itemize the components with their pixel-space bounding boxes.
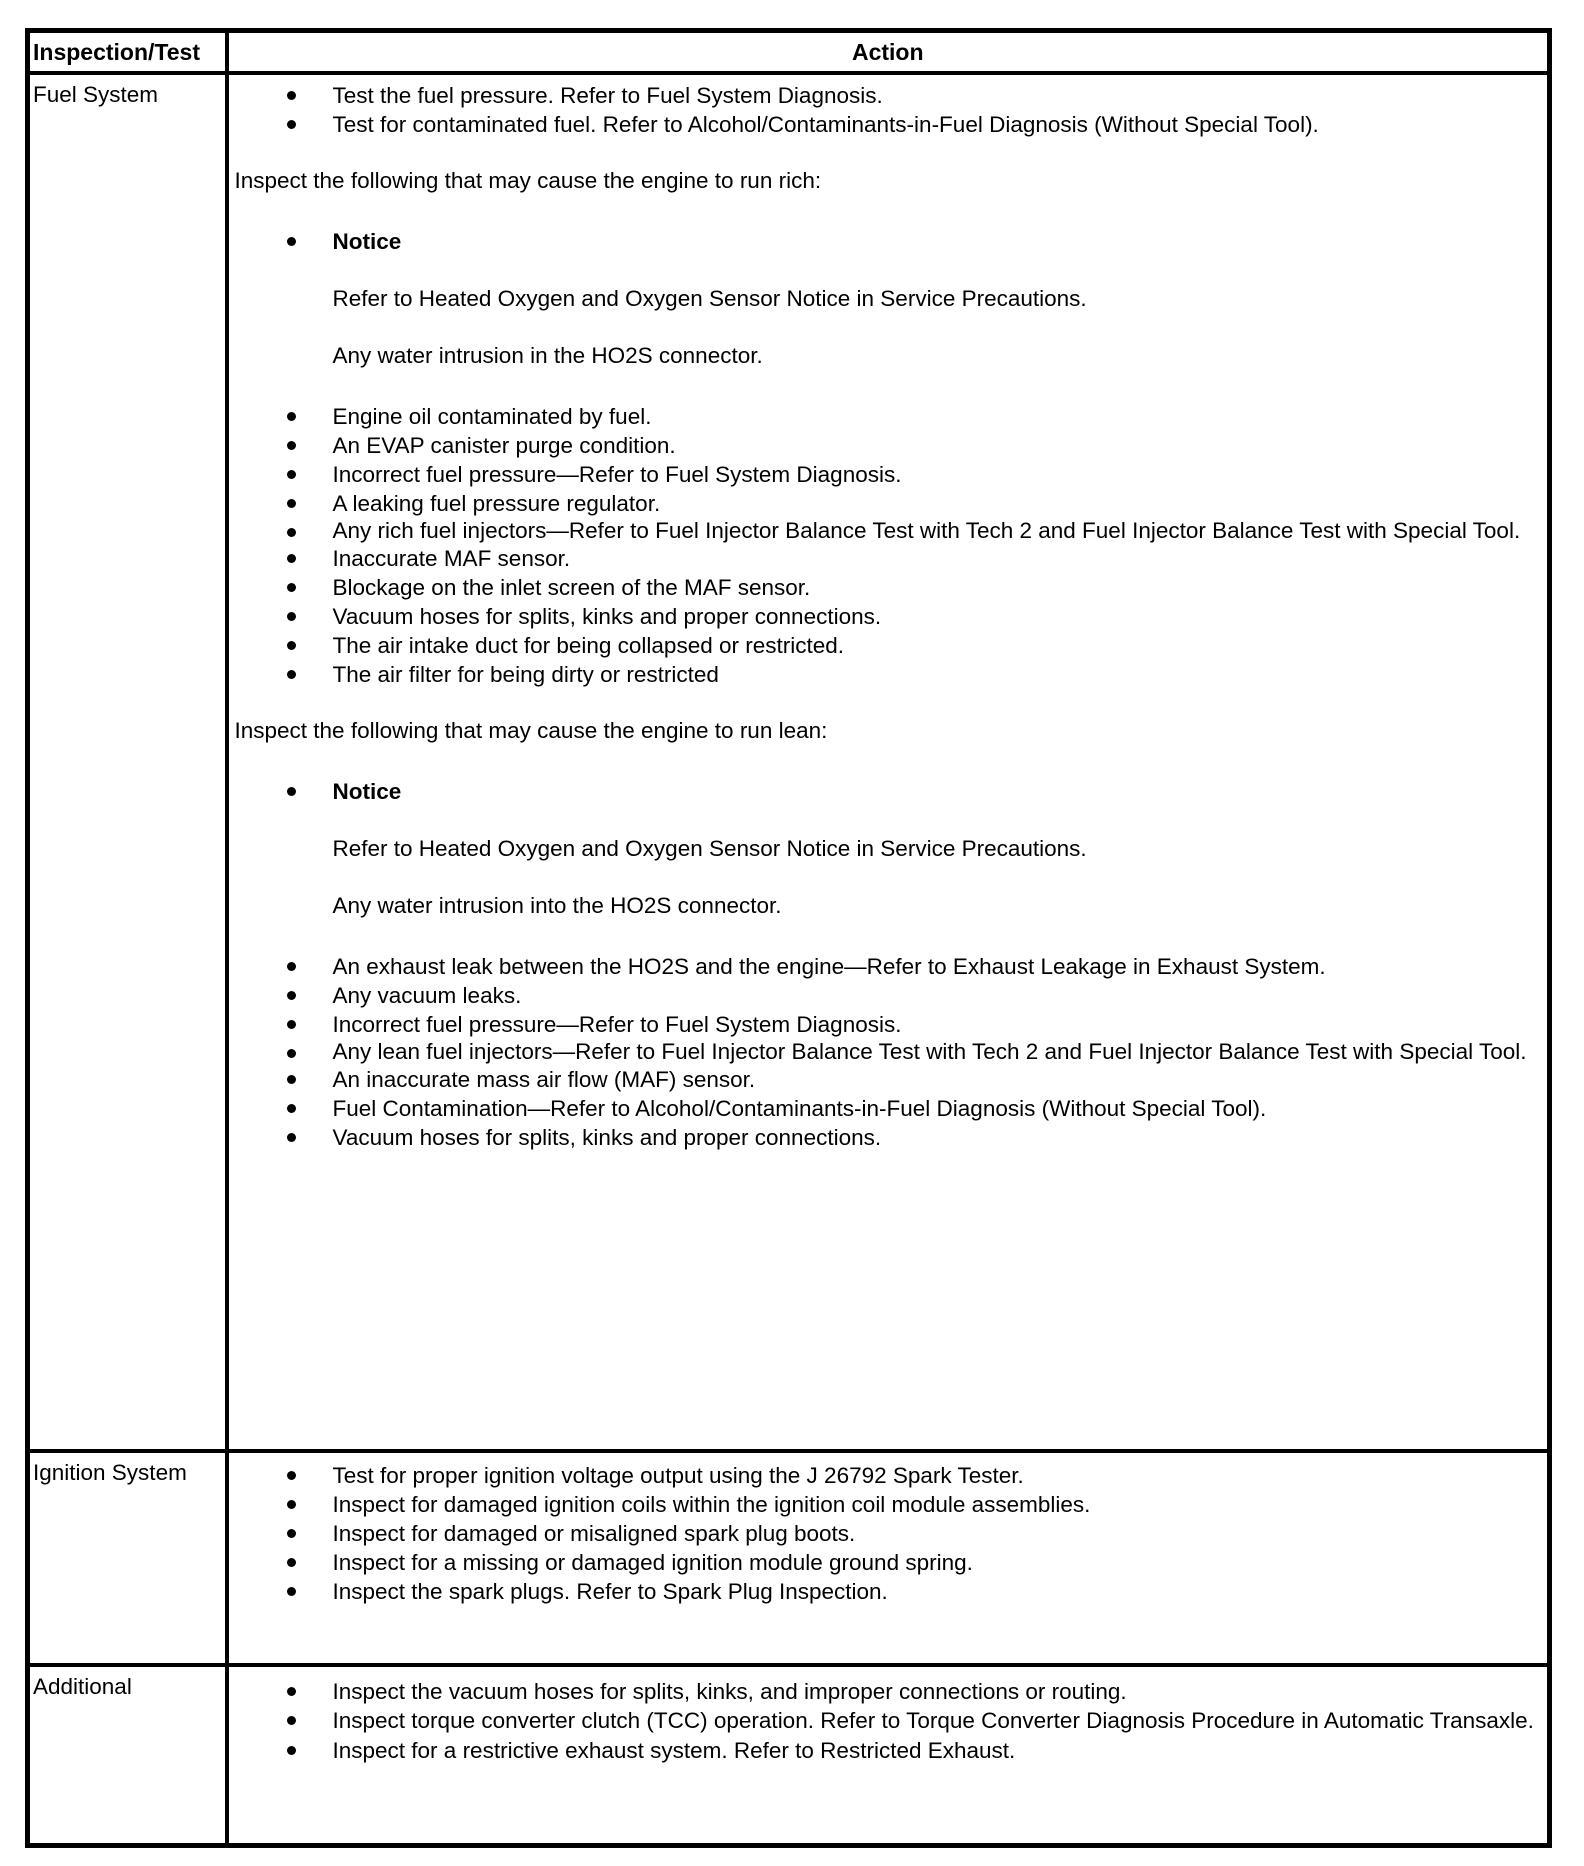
row-additional <box>28 1665 1550 1845</box>
list-item: A leaking fuel pressure regulator. <box>229 489 1548 518</box>
rich-items-list <box>229 402 1548 689</box>
list-item: Inspect for damaged ignition coils within the ignition coil module assemblies. <box>229 1490 1548 1519</box>
action-fuel-system <box>227 73 1550 1451</box>
list-item: The air filter for being dirty or restricted <box>229 660 1548 689</box>
list-item: Inspect the spark plugs. Refer to Spark Plug Inspection. <box>229 1577 1548 1606</box>
list-item: Inspect for a restrictive exhaust system. Refer to Restricted Exhaust. <box>229 1736 1548 1765</box>
list-item: Inaccurate MAF sensor. <box>229 544 1548 573</box>
list-item: Blockage on the inlet screen of the MAF sensor. <box>229 573 1548 602</box>
list-item: Any vacuum leaks. <box>229 981 1548 1010</box>
list-item: Any rich fuel injectors—Refer to Fuel Injector Balance Test with Tech 2 and Fuel Injector Balance Test with Special Tool. <box>229 518 1548 544</box>
action-additional <box>227 1665 1550 1845</box>
label-ignition-system: Ignition System <box>28 1451 227 1665</box>
rich-notice <box>229 227 1548 256</box>
label-additional: Additional <box>28 1665 227 1845</box>
notice-title: Notice <box>229 227 1548 256</box>
list-item: Vacuum hoses for splits, kinks and proper connections. <box>229 602 1548 631</box>
list-item: An EVAP canister purge condition. <box>229 431 1548 460</box>
list-item: Inspect for damaged or misaligned spark plug boots. <box>229 1519 1548 1548</box>
inspection-table <box>25 28 1552 1848</box>
ignition-items-list <box>229 1461 1548 1606</box>
additional-items-list <box>229 1677 1548 1765</box>
row-fuel-system <box>28 73 1550 1451</box>
header-action: Action <box>227 31 1550 74</box>
list-item: An exhaust leak between the HO2S and the engine—Refer to Exhaust Leakage in Exhaust System. <box>229 952 1548 981</box>
list-item: Incorrect fuel pressure—Refer to Fuel System Diagnosis. <box>229 1010 1548 1039</box>
list-item: Inspect torque converter clutch (TCC) operation. Refer to Torque Converter Diagnosis Procedure in Automatic Transaxle. <box>229 1706 1548 1736</box>
lean-items-list <box>229 952 1548 1152</box>
action-ignition-system <box>227 1451 1550 1665</box>
lean-intro: Inspect the following that may cause the engine to run lean: <box>234 718 828 743</box>
fuel-tests-list <box>229 81 1548 139</box>
list-item: Inspect the vacuum hoses for splits, kinks, and improper connections or routing. <box>229 1677 1548 1706</box>
rich-intro: Inspect the following that may cause the engine to run rich: <box>234 168 822 193</box>
notice-text: Refer to Heated Oxygen and Oxygen Sensor Notice in Service Precautions. <box>332 836 1087 861</box>
notice-text: Refer to Heated Oxygen and Oxygen Sensor Notice in Service Precautions. <box>332 286 1087 311</box>
list-item: Test for proper ignition voltage output using the J 26792 Spark Tester. <box>229 1461 1548 1490</box>
notice-detail: Any water intrusion into the HO2S connector. <box>332 893 782 918</box>
list-item: Test for contaminated fuel. Refer to Alcohol/Contaminants-in-Fuel Diagnosis (Without Special Tool). <box>229 110 1548 139</box>
list-item: Inspect for a missing or damaged ignition module ground spring. <box>229 1548 1548 1577</box>
label-fuel-system: Fuel System <box>28 73 227 1451</box>
list-item: Test the fuel pressure. Refer to Fuel System Diagnosis. <box>229 81 1548 110</box>
notice-detail: Any water intrusion in the HO2S connector. <box>332 343 763 368</box>
list-item: An inaccurate mass air flow (MAF) sensor. <box>229 1065 1548 1094</box>
list-item: Vacuum hoses for splits, kinks and proper connections. <box>229 1123 1548 1152</box>
notice-title: Notice <box>229 777 1548 806</box>
header-inspection: Inspection/Test <box>28 31 227 74</box>
header-row <box>28 31 1550 74</box>
row-ignition-system <box>28 1451 1550 1665</box>
lean-notice <box>229 777 1548 806</box>
list-item: Engine oil contaminated by fuel. <box>229 402 1548 431</box>
list-item: Fuel Contamination—Refer to Alcohol/Contaminants-in-Fuel Diagnosis (Without Special Tool). <box>229 1094 1548 1123</box>
list-item: Any lean fuel injectors—Refer to Fuel Injector Balance Test with Tech 2 and Fuel Injector Balance Test with Special Tool. <box>229 1039 1548 1065</box>
list-item: The air intake duct for being collapsed or restricted. <box>229 631 1548 660</box>
list-item: Incorrect fuel pressure—Refer to Fuel System Diagnosis. <box>229 460 1548 489</box>
